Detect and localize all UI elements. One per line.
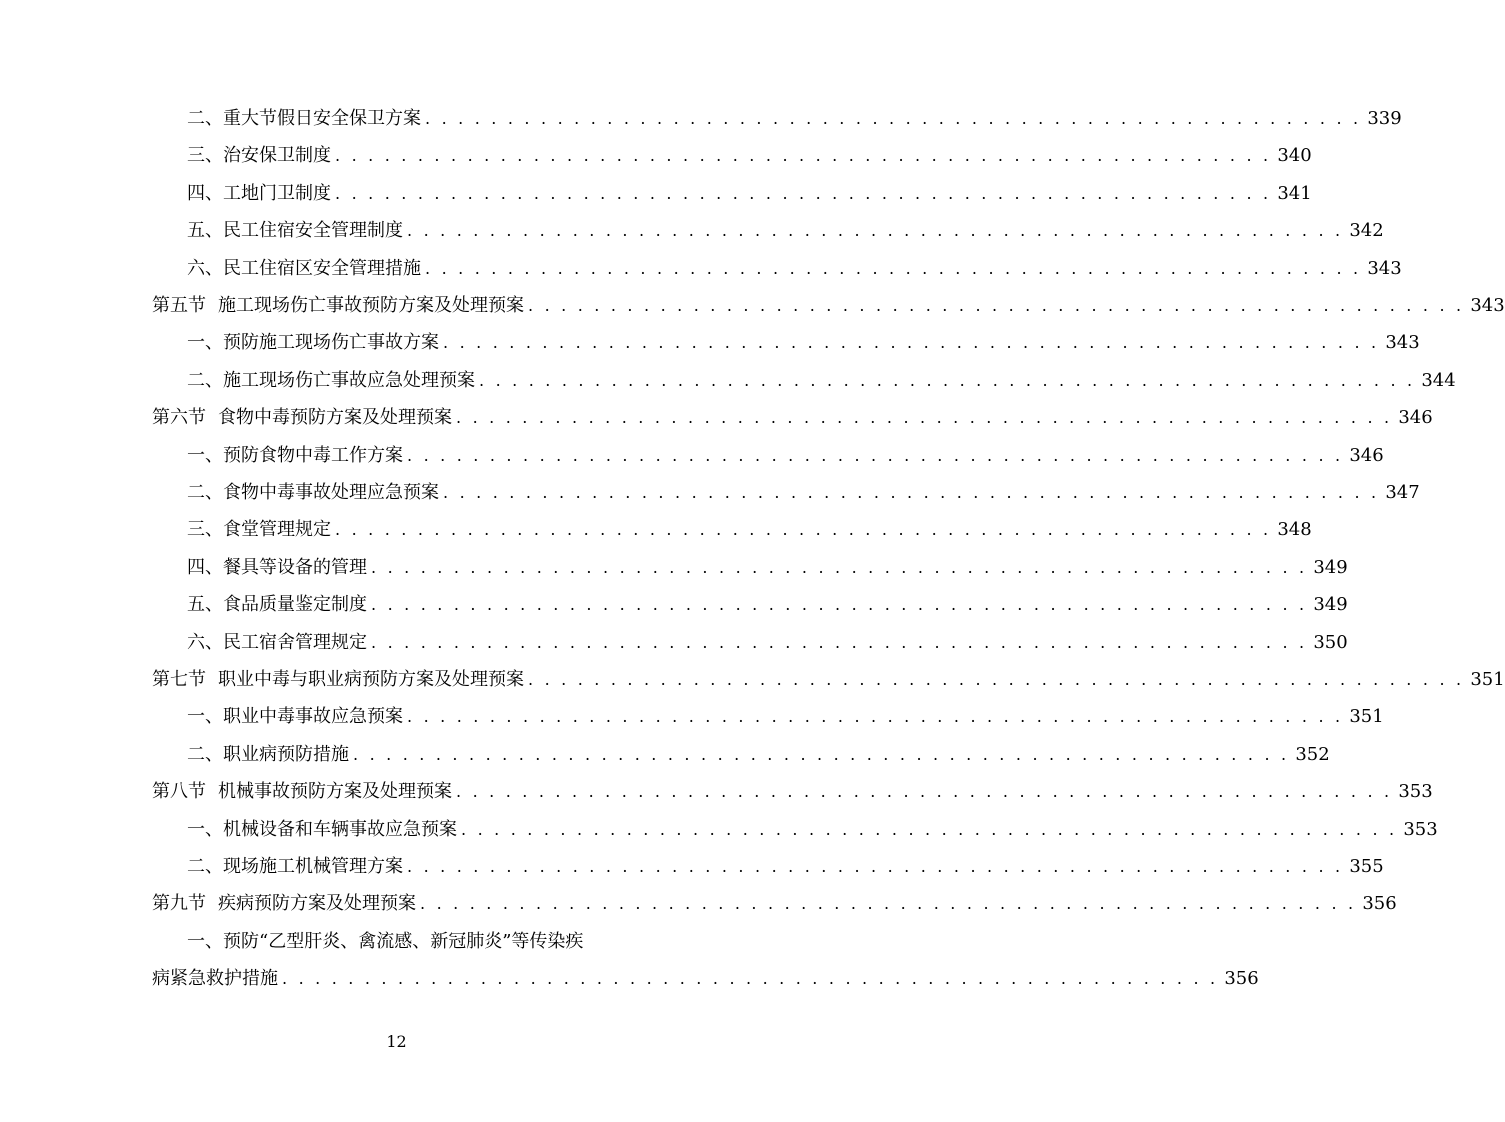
toc-entry-number: 一、 [187, 332, 223, 354]
toc-entry-page: 344 [1421, 369, 1456, 391]
toc-entry-number: 五、 [187, 594, 223, 616]
toc-leader-dots: . . . . . . . . . . . . . . . . . . . . . . . . . . . . . . . . . . . . . . . . . . . . . . . . . . . . . . . . . [407, 221, 1344, 241]
toc-leader-dots: . . . . . . . . . . . . . . . . . . . . . . . . . . . . . . . . . . . . . . . . . . . . . . . . . . . . . . . . . [425, 109, 1362, 128]
toc-leader-dots: . . . . . . . . . . . . . . . . . . . . . . . . . . . . . . . . . . . . . . . . . . . . . . . . . . . . . . . . . [420, 894, 1357, 914]
toc-entry-title: 民工住宿安全管理制度 [223, 220, 403, 242]
toc-leader-dots: . . . . . . . . . . . . . . . . . . . . . . . . . . . . . . . . . . . . . . . . . . . . . . . . . . . . . . . . . [528, 670, 1465, 689]
toc-entry-title: 民工宿舍管理规定 [223, 631, 367, 653]
toc-entry-title: 施工现场伤亡事故应急处理预案 [223, 369, 475, 391]
toc-entry-title: 餐具等设备的管理 [223, 556, 367, 578]
toc-entry-title: 病紧急救护措施 [152, 968, 278, 990]
toc-entry-number: 第五节 [152, 295, 206, 316]
toc-entry-number: 一、 [187, 930, 223, 952]
toc-entry-number: 一、 [187, 444, 223, 466]
toc-entry-page: 347 [1385, 482, 1420, 503]
toc-entry-number: 二、 [187, 369, 223, 391]
toc-subsection-entry[interactable] [187, 324, 1420, 361]
toc-entry-page: 343 [1367, 257, 1402, 279]
toc-subsection-entry[interactable] [187, 362, 1456, 399]
toc-section-entry[interactable] [152, 399, 1433, 436]
toc-entry-title: 食堂管理规定 [223, 519, 331, 541]
toc-entry-page: 353 [1403, 818, 1438, 840]
toc-entry-number: 第七节 [152, 669, 206, 690]
toc-entry-number: 二、 [187, 743, 223, 765]
toc-subsection-entry[interactable] [187, 736, 1330, 773]
toc-entry-title: 职业中毒与职业病预防方案及处理预案 [218, 669, 524, 690]
toc-entry-page: 353 [1398, 781, 1433, 803]
toc-leader-dots: . . . . . . . . . . . . . . . . . . . . . . . . . . . . . . . . . . . . . . . . . . . . . . . . . . . . . . . . . [282, 969, 1219, 989]
toc-entry-title: 重大节假日安全保卫方案 [223, 108, 421, 129]
toc-entry-title: 工地门卫制度 [223, 182, 331, 204]
toc-section-entry[interactable] [152, 661, 1505, 698]
toc-leader-dots: . . . . . . . . . . . . . . . . . . . . . . . . . . . . . . . . . . . . . . . . . . . . . . . . . . . . . . . . . [443, 333, 1380, 353]
toc-subsection-entry[interactable] [187, 549, 1348, 586]
toc-entry-number: 一、 [187, 706, 223, 728]
toc-subsection-entry[interactable] [187, 923, 675, 960]
toc-leader-dots: . . . . . . . . . . . . . . . . . . . . . . . . . . . . . . . . . . . . . . . . . . . . . . . . . . . . . . . . . [425, 258, 1362, 278]
toc-entry-title: 民工住宿区安全管理措施 [223, 257, 421, 279]
toc-subsection-entry[interactable] [187, 212, 1384, 249]
toc-entry-title: 食品质量鉴定制度 [223, 594, 367, 616]
toc-entry-number: 一、 [187, 818, 223, 840]
toc-entry-title: 职业中毒事故应急预案 [223, 706, 403, 728]
toc-entry-title: 机械设备和车辆事故应急预案 [223, 818, 457, 840]
toc-entry-number: 二、 [187, 482, 223, 503]
toc-entry-number: 三、 [187, 519, 223, 541]
toc-entry-title: 预防食物中毒工作方案 [223, 444, 403, 466]
toc-section-entry[interactable] [152, 885, 1397, 922]
toc-subsection-entry[interactable] [187, 474, 1420, 511]
toc-entry-page: 351 [1470, 669, 1505, 690]
toc-entry-page: 356 [1224, 968, 1259, 990]
toc-leader-dots: . . . . . . . . . . . . . . . . . . . . . . . . . . . . . . . . . . . . . . . . . . . . . . . . . . . . . . . . . [335, 183, 1272, 203]
toc-entry-page: 340 [1277, 145, 1312, 167]
toc-leader-dots: . . . . . . . . . . . . . . . . . . . . . . . . . . . . . . . . . . . . . . . . . . . . . . . . . . . . . . . . . [528, 296, 1465, 315]
toc-entry-page: 343 [1470, 295, 1505, 316]
toc-entry-number: 四、 [187, 182, 223, 204]
toc-entry-page: 339 [1367, 108, 1402, 129]
toc-entry-page: 351 [1349, 706, 1384, 728]
toc-leader-dots: . . . . . . . . . . . . . . . . . . . . . . . . . . . . . . . . . . . . . . . . . . . . . . . . . . . . . . . . . [335, 520, 1272, 540]
toc-entry-page: 356 [1362, 893, 1397, 915]
toc-leader-dots: . . . . . . . . . . . . . . . . . . . . . . . . . . . . . . . . . . . . . . . . . . . . . . . . . . . . . . . . . [371, 632, 1308, 652]
toc-subsection-entry[interactable] [152, 960, 1259, 997]
toc-subsection-entry[interactable] [187, 137, 1312, 174]
toc-leader-dots: . . . . . . . . . . . . . . . . . . . . . . . . . . . . . . . . . . . . . . . . . . . . . . . . . . . . . . . . . [479, 370, 1416, 390]
toc-leader-dots: . . . . . . . . . . . . . . . . . . . . . . . . . . . . . . . . . . . . . . . . . . . . . . . . . . . . . . . . . [407, 445, 1344, 465]
toc-entry-title: 预防施工现场伤亡事故方案 [223, 332, 439, 354]
toc-entry-title: 现场施工机械管理方案 [223, 856, 403, 877]
toc-entry-title: 疾病预防方案及处理预案 [218, 893, 416, 915]
toc-subsection-entry[interactable] [187, 511, 1312, 548]
toc-entry-title: 预防“乙型肝炎、禽流感、新冠肺炎”等传染疾 [223, 930, 584, 952]
toc-entry-title: 施工现场伤亡事故预防方案及处理预案 [218, 295, 524, 316]
toc-entry-title: 治安保卫制度 [223, 145, 331, 167]
toc-subsection-entry[interactable] [187, 175, 1312, 212]
toc-entry-number: 六、 [187, 631, 223, 653]
toc-subsection-entry[interactable] [187, 100, 1402, 137]
toc-section-entry[interactable] [152, 773, 1433, 810]
toc-entry-page: 355 [1349, 856, 1384, 877]
toc-subsection-entry[interactable] [187, 698, 1384, 735]
toc-leader-dots: . . . . . . . . . . . . . . . . . . . . . . . . . . . . . . . . . . . . . . . . . . . . . . . . . . . . . . . . . [456, 782, 1393, 802]
toc-subsection-entry[interactable] [187, 624, 1348, 661]
toc-leader-dots: . . . . . . . . . . . . . . . . . . . . . . . . . . . . . . . . . . . . . . . . . . . . . . . . . . . . . . . . . [353, 744, 1290, 764]
toc-leader-dots: . . . . . . . . . . . . . . . . . . . . . . . . . . . . . . . . . . . . . . . . . . . . . . . . . . . . . . . . . [371, 595, 1308, 615]
toc-leader-dots: . . . . . . . . . . . . . . . . . . . . . . . . . . . . . . . . . . . . . . . . . . . . . . . . . . . . . . . . . [407, 707, 1344, 727]
toc-entry-number: 第八节 [152, 781, 206, 803]
page-number: 12 [386, 1032, 407, 1051]
toc-subsection-entry[interactable] [187, 250, 1402, 287]
toc-entry-page: 352 [1295, 743, 1330, 765]
toc-entry-page: 350 [1313, 631, 1348, 653]
toc-entry-number: 第九节 [152, 893, 206, 915]
toc-entry-number: 二、 [187, 108, 223, 129]
toc-entry-page: 341 [1277, 182, 1312, 204]
toc-entry-number: 六、 [187, 257, 223, 279]
toc-entry-page: 342 [1349, 220, 1384, 242]
toc-leader-dots: . . . . . . . . . . . . . . . . . . . . . . . . . . . . . . . . . . . . . . . . . . . . . . . . . . . . . . . . . [407, 857, 1344, 876]
toc-entry-number: 二、 [187, 856, 223, 877]
toc-entry-page: 346 [1398, 407, 1433, 429]
toc-entry-title: 食物中毒事故处理应急预案 [223, 482, 439, 503]
toc-entry-page: 349 [1313, 556, 1348, 578]
toc-entry-number: 五、 [187, 220, 223, 242]
toc-entry-number: 三、 [187, 145, 223, 167]
toc-entry-page: 348 [1277, 519, 1312, 541]
toc-section-entry[interactable] [152, 287, 1505, 324]
toc-subsection-entry[interactable] [187, 848, 1384, 885]
toc-entry-page: 349 [1313, 594, 1348, 616]
toc-subsection-entry[interactable] [187, 586, 1348, 623]
toc-entry-title: 机械事故预防方案及处理预案 [218, 781, 452, 803]
toc-subsection-entry[interactable] [187, 437, 1384, 474]
toc-subsection-entry[interactable] [187, 811, 1438, 848]
toc-entry-title: 职业病预防措施 [223, 743, 349, 765]
toc-entry-page: 343 [1385, 332, 1420, 354]
toc-leader-dots: . . . . . . . . . . . . . . . . . . . . . . . . . . . . . . . . . . . . . . . . . . . . . . . . . . . . . . . . . [443, 483, 1380, 502]
toc-entry-number: 四、 [187, 556, 223, 578]
toc-leader-dots: . . . . . . . . . . . . . . . . . . . . . . . . . . . . . . . . . . . . . . . . . . . . . . . . . . . . . . . . . [456, 408, 1393, 428]
toc-leader-dots: . . . . . . . . . . . . . . . . . . . . . . . . . . . . . . . . . . . . . . . . . . . . . . . . . . . . . . . . . [335, 146, 1272, 166]
toc-leader-dots: . . . . . . . . . . . . . . . . . . . . . . . . . . . . . . . . . . . . . . . . . . . . . . . . . . . . . . . . . [461, 819, 1398, 839]
toc-entry-page: 346 [1349, 444, 1384, 466]
toc-entry-title: 食物中毒预防方案及处理预案 [218, 407, 452, 429]
toc-leader-dots: . . . . . . . . . . . . . . . . . . . . . . . . . . . . . . . . . . . . . . . . . . . . . . . . . . . . . . . . . [371, 557, 1308, 577]
toc-entry-number: 第六节 [152, 407, 206, 429]
